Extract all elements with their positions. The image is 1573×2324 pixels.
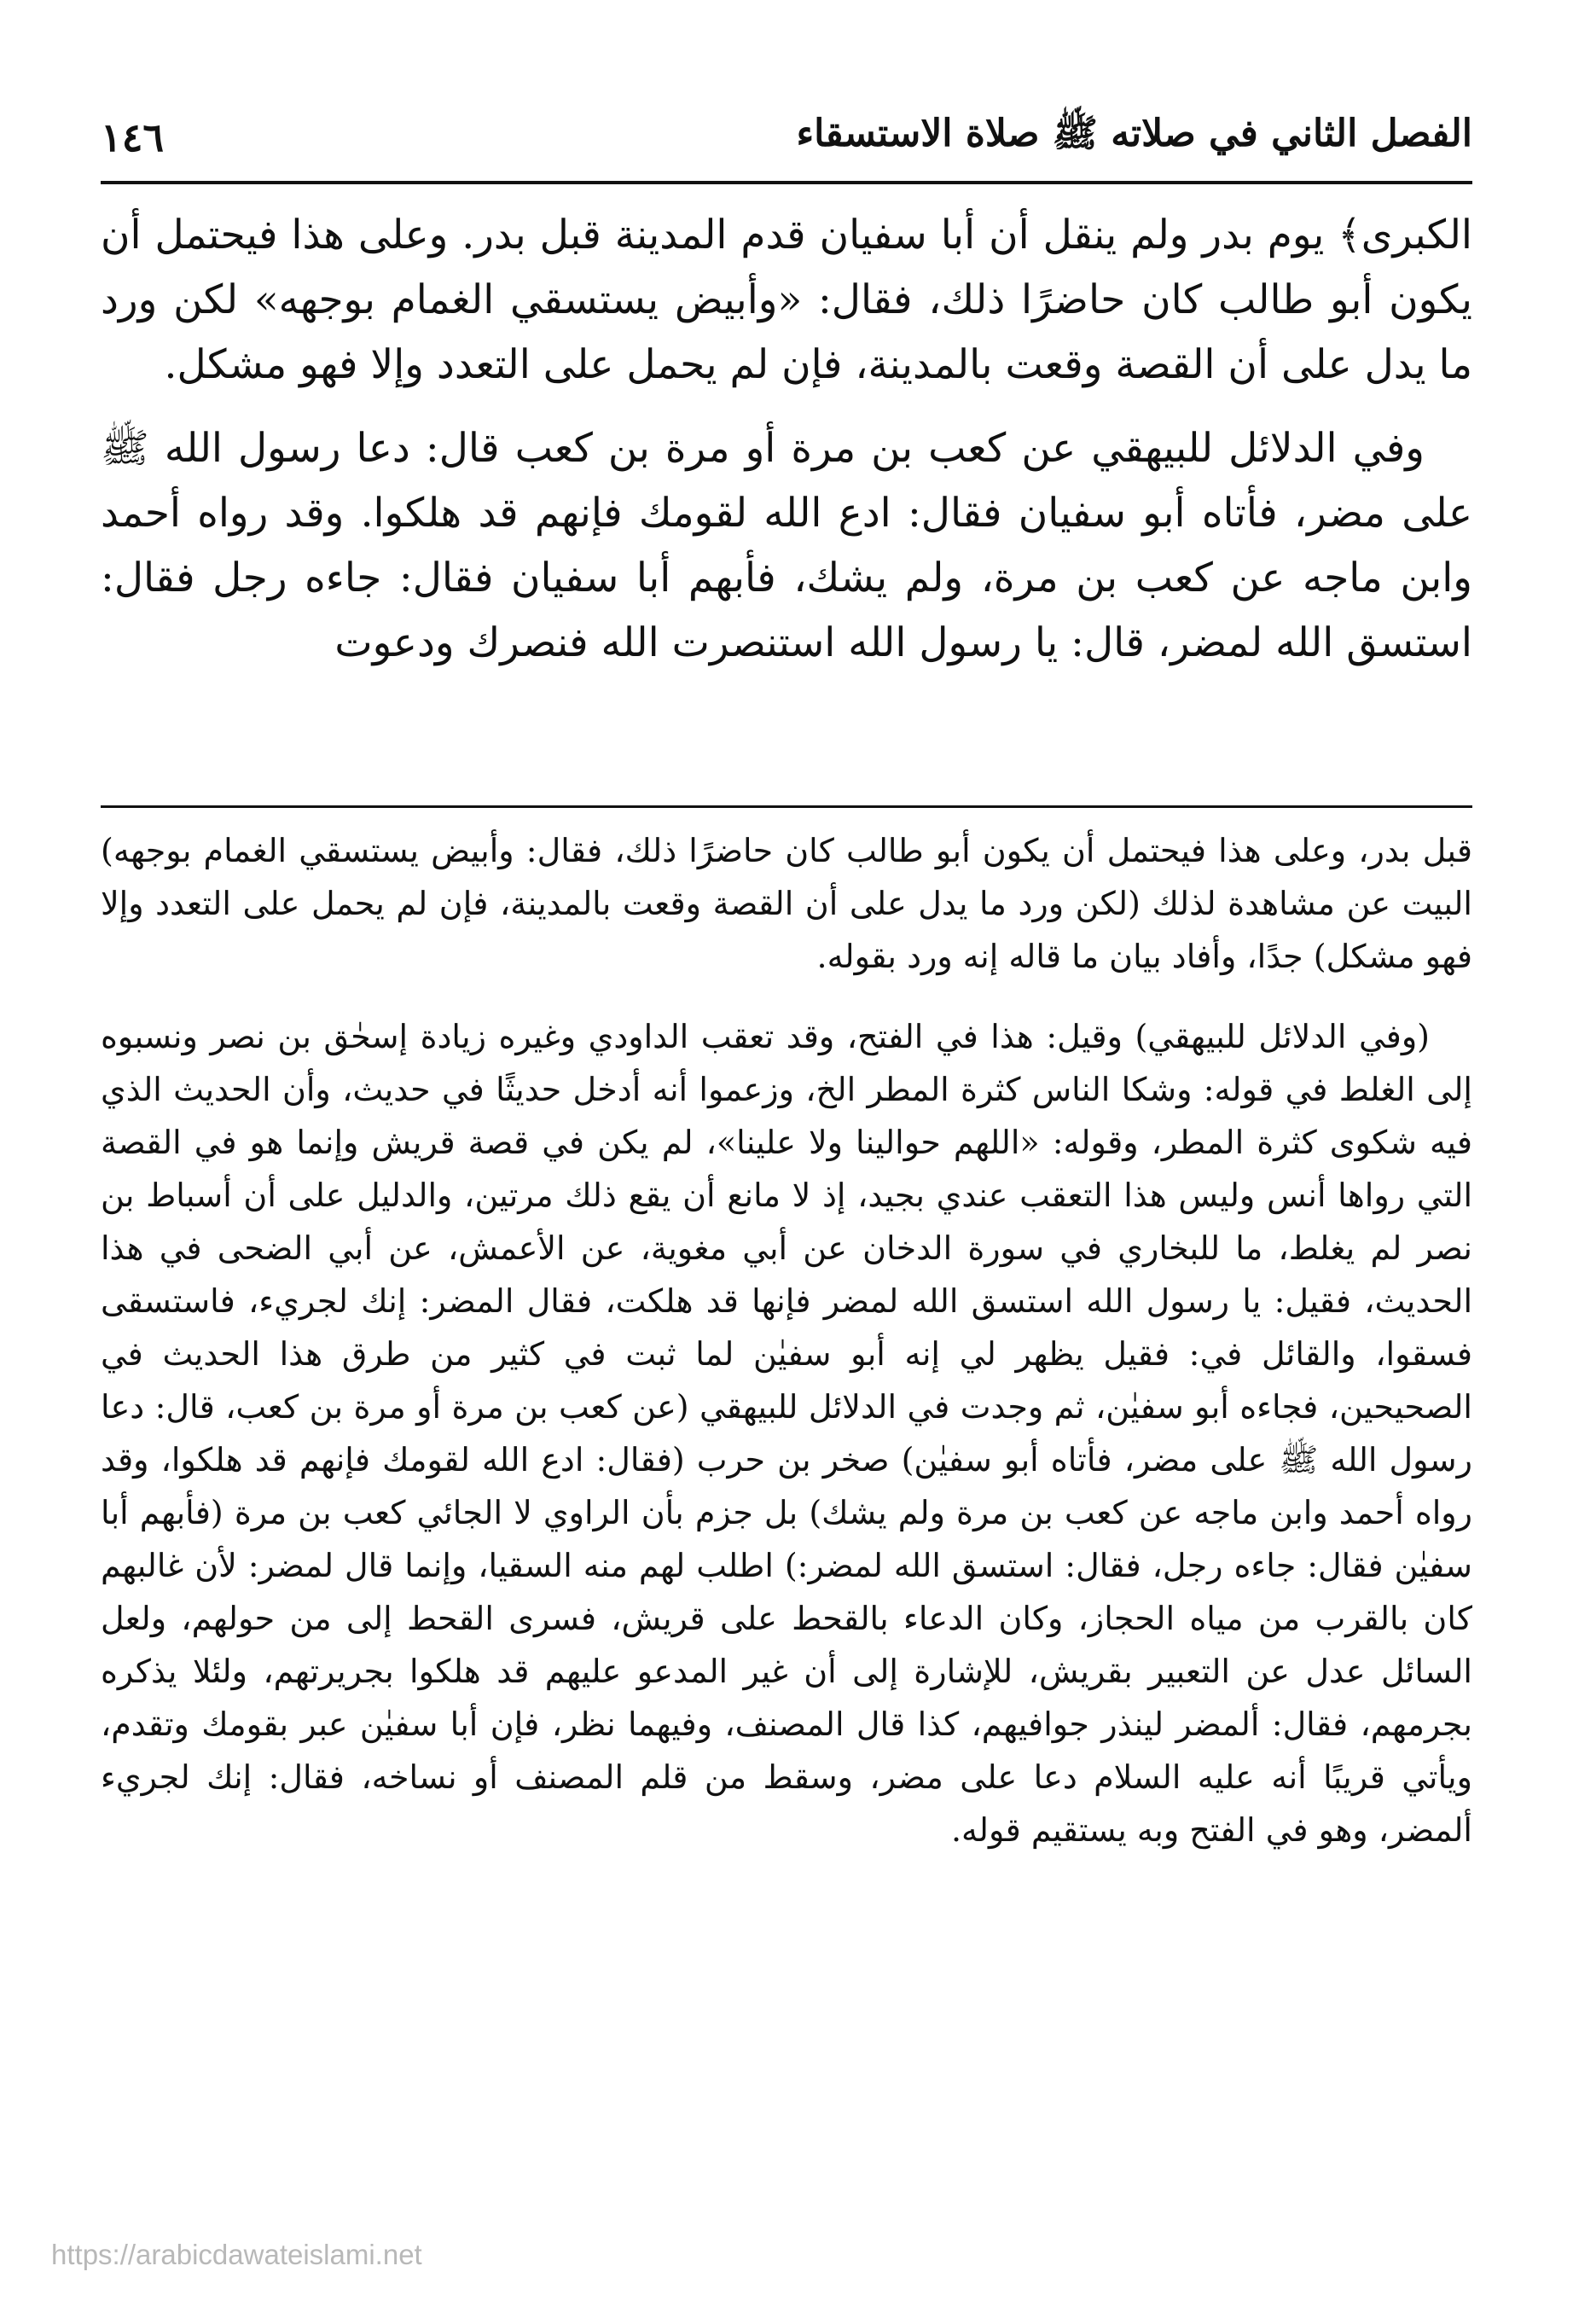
commentary-paragraph: قبل بدر، وعلى هذا فيحتمل أن يكون أبو طالب كان حاضرًا ذلك، فقال: وأبيض يستسقي الغمام بوجهه) البيت عن مشاهدة لذلك (لكن ورد ما يدل على أن القصة وقعت بالمدينة، فإن لم يحمل على التعدد وإلا فهو مشكل) جدًا، وأفاد بيان ما قاله إنه ورد بقوله.: [101, 832, 1472, 975]
main-paragraph: وفي الدلائل للبيهقي عن كعب بن مرة أو مرة بن كعب قال: دعا رسول الله ﷺ على مضر، فأتاه أبو سفيان فقال: ادع الله لقومك فإنهم قد هلكوا. وقد رواه أحمد وابن ماجه عن كعب بن مرة، ولم يشك، فأبهم أبا سفيان فقال: جاءه رجل فقال: استسق الله لمضر، قال: يا رسول الله استنصرت الله فنصرك ودعوت: [101, 425, 1472, 666]
commentary-paragraph: (وفي الدلائل للبيهقي) وقيل: هذا في الفتح، وقد تعقب الداودي وغيره زيادة إسحٰق بن نصر ونسبوه إلى الغلط في قوله: وشكا الناس كثرة المطر الخ، وزعموا أنه أدخل حديثًا في حديث، وأن الحديث الذي فيه شكوى كثرة المطر، وقوله: «اللهم حوالينا ولا علينا»، لم يكن في قصة قريش وإنما هو في القصة التي رواها أنس وليس هذا التعقب عندي بجيد، إذ لا مانع أن يقع ذلك مرتين، والدليل على أن أسباط بن نصر لم يغلط، ما للبخاري في سورة الدخان عن أبي مغوية، عن الأعمش، عن أبي الضحى في هذا الحديث، فقيل: يا رسول الله استسق الله لمضر فإنها قد هلكت، فقال المضر: إنك لجريء، فاستسقى فسقوا، والقائل في: فقيل يظهر لي إنه أبو سفيٰن لما ثبت في كثير من طرق هذا الحديث في الصحيحين، فجاءه أبو سفيٰن، ثم وجدت في الدلائل للبيهقي (عن كعب بن مرة أو مرة بن كعب، قال: دعا رسول الله ﷺ على مضر، فأتاه أبو سفيٰن) صخر بن حرب (فقال: ادع الله لقومك فإنهم قد هلكوا، وقد رواه أحمد وابن ماجه عن كعب بن مرة ولم يشك) بل جزم بأن الراوي لا الجائي كعب بن مرة (فأبهم أبا سفيٰن فقال: جاءه رجل، فقال: استسق الله لمضر:) اطلب لهم منه السقيا، وإنما قال لمضر: لأن غالبهم كان بالقرب من مياه الحجاز، وكان الدعاء بالقحط على قريش، فسرى القحط إلى من حولهم، ولعل السائل عدل عن التعبير بقريش، للإشارة إلى أن غير المدعو عليهم قد هلكوا بجريرتهم، ولئلا يذكره بجرمهم، فقال: ألمضر لينذر جوافيهم، كذا قال المصنف، وفيهما نظر، فإن أبا سفيٰن عبر بقومك وتقدم، ويأتي قريبًا أنه عليه السلام دعا على مضر، وسقط من قلم المصنف أو نساخه، فقال: إنك لجريء ألمضر، وهو في الفتح وبه يستقيم قوله.: [101, 1018, 1473, 1849]
book-page: [101, 0, 1472, 2324]
main-text: [101, 203, 1472, 694]
commentary: [101, 824, 1472, 1884]
page-header: [101, 101, 1472, 174]
header-rule: [101, 181, 1472, 184]
text-divider: [101, 805, 1472, 808]
page-number: ١٤٦: [101, 114, 165, 160]
main-paragraph: الكبرى﴾ يوم بدر ولم ينقل أن أبا سفيان قدم المدينة قبل بدر. وعلى هذا فيحتمل أن يكون أبو طالب كان حاضرًا ذلك، فقال: «وأبيض يستسقي الغمام بوجهه» لكن ورد ما يدل على أن القصة وقعت بالمدينة، فإن لم يحمل على التعدد وإلا فهو مشكل.: [101, 212, 1472, 388]
watermark-url: https://arabicdawateislami.net: [51, 2239, 422, 2270]
chapter-title: الفصل الثاني في صلاته ﷺ صلاة الاستسقاء: [796, 112, 1472, 155]
